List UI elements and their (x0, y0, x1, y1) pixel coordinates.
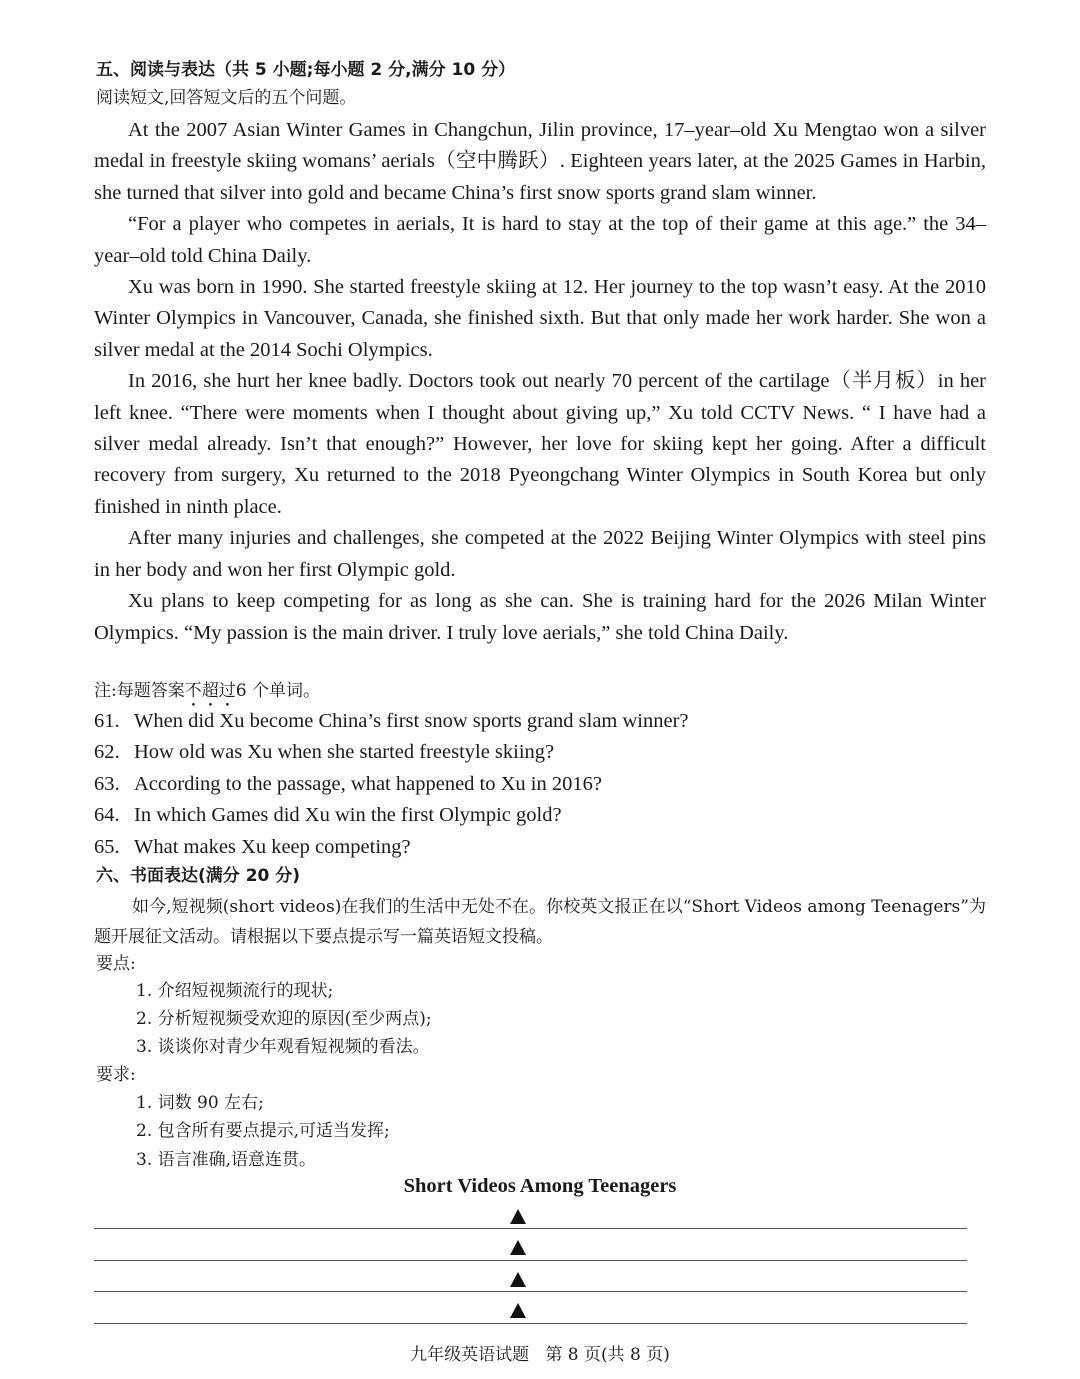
passage-paragraph: After many injuries and challenges, she competed at the 2022 Beijing Winter Olympics with steel pins in her body and won her first Olympic gold. (94, 527, 986, 581)
question-text: How old was Xu when she started freestyle skiing? (134, 741, 555, 764)
question-62 (94, 737, 994, 768)
passage-paragraph: In 2016, she hurt her knee badly. Doctors took out nearly 70 percent of the cartilage（半月板）in her left knee. “There were moments when I thought about giving up,” Xu told CCTV News. “ I have had a silver medal already. Isn’t that enough?” However, her love for skiing kept her going. After a difficult recovery from surgery, Xu returned to the 2018 Pyeongchang Winter Olympics in South Korea but only finished in ninth place. (94, 370, 986, 518)
question-64 (94, 800, 994, 831)
triangle-icon (510, 1303, 526, 1318)
note-emphasis: 不超过 (184, 681, 236, 701)
section-6-heading: 六、书面表达(满分 20 分) (96, 866, 301, 886)
question-number: 64. (94, 804, 120, 827)
point-item: 1. 介绍短视频流行的现状; (136, 981, 334, 1001)
triangle-icon (510, 1240, 526, 1255)
point-item: 3. 谈谈你对青少年观看短视频的看法。 (136, 1037, 430, 1057)
question-63 (94, 769, 994, 800)
answer-line[interactable] (94, 1291, 967, 1292)
triangle-icon (510, 1209, 526, 1224)
point-item: 2. 分析短视频受欢迎的原因(至少两点); (136, 1009, 432, 1029)
triangle-icon (510, 1272, 526, 1287)
reading-passage (94, 115, 986, 649)
requirement-item: 2. 包含所有要点提示,可适当发挥; (136, 1121, 390, 1141)
section-5-heading: 五、阅读与表达（共 5 小题;每小题 2 分,满分 10 分） (96, 60, 516, 80)
question-number: 65. (94, 835, 120, 858)
requirement-item: 3. 语言准确,语意连贯。 (136, 1150, 317, 1170)
question-text: In which Games did Xu win the first Olympic gold? (134, 804, 562, 827)
answer-line[interactable] (94, 1323, 967, 1324)
question-number: 62. (94, 741, 120, 764)
answer-line[interactable] (94, 1228, 967, 1229)
question-list (94, 706, 994, 863)
question-65 (94, 832, 994, 863)
section-5-instruction: 阅读短文,回答短文后的五个问题。 (96, 88, 357, 108)
question-number: 61. (94, 710, 120, 732)
points-label: 要点: (96, 954, 136, 974)
passage-paragraph: Xu plans to keep competing for as long as she can. She is training hard for the 2026 Milan Winter Olympics. “My passion is the main driver. I truly love aerials,” she told China Daily. (94, 590, 986, 644)
writing-task-intro (94, 892, 986, 952)
note-suffix: 6 个单词。 (235, 681, 320, 701)
requirement-item: 1. 词数 90 左右; (136, 1093, 264, 1113)
passage-paragraph: Xu was born in 1990. She started freestyle skiing at 12. Her journey to the top wasn’t easy. At the 2010 Winter Olympics in Vancouver, Canada, she finished sixth. But that only made her work harder. She won a silver medal at the 2014 Sochi Olympics. (94, 276, 986, 361)
essay-title: Short Videos Among Teenagers (403, 1175, 677, 1197)
requirements-label: 要求: (96, 1065, 136, 1085)
passage-paragraph: At the 2007 Asian Winter Games in Changchun, Jilin province, 17–year–old Xu Mengtao won a silver medal in freestyle skiing womans’ aerials（空中腾跃）. Eighteen years later, at the 2025 Games in Harbin, she turned that silver into gold and became China’s first snow sports grand slam winner. (94, 119, 986, 204)
note-prefix: 注:每题答案 (94, 681, 185, 701)
question-61 (94, 706, 994, 737)
passage-paragraph: “For a player who competes in aerials, It is hard to stay at the top of their game at this age.” the 34–year–old told China Daily. (94, 213, 986, 267)
question-text: According to the passage, what happened to Xu in 2016? (134, 772, 602, 795)
answer-line[interactable] (94, 1260, 967, 1261)
question-text: What makes Xu keep competing? (134, 835, 411, 858)
question-number: 63. (94, 772, 120, 795)
page-footer: 九年级英语试题 第 8 页(共 8 页) (410, 1345, 670, 1365)
question-text: When did Xu become China’s first snow sports grand slam winner? (134, 710, 689, 732)
writing-task-text: 如今,短视频(short videos)在我们的生活中无处不在。你校英文报正在以“Short Videos among Teenagers”为题开展征文活动。请根据以下要点提示写一篇英语短文投稿。 (94, 897, 986, 947)
